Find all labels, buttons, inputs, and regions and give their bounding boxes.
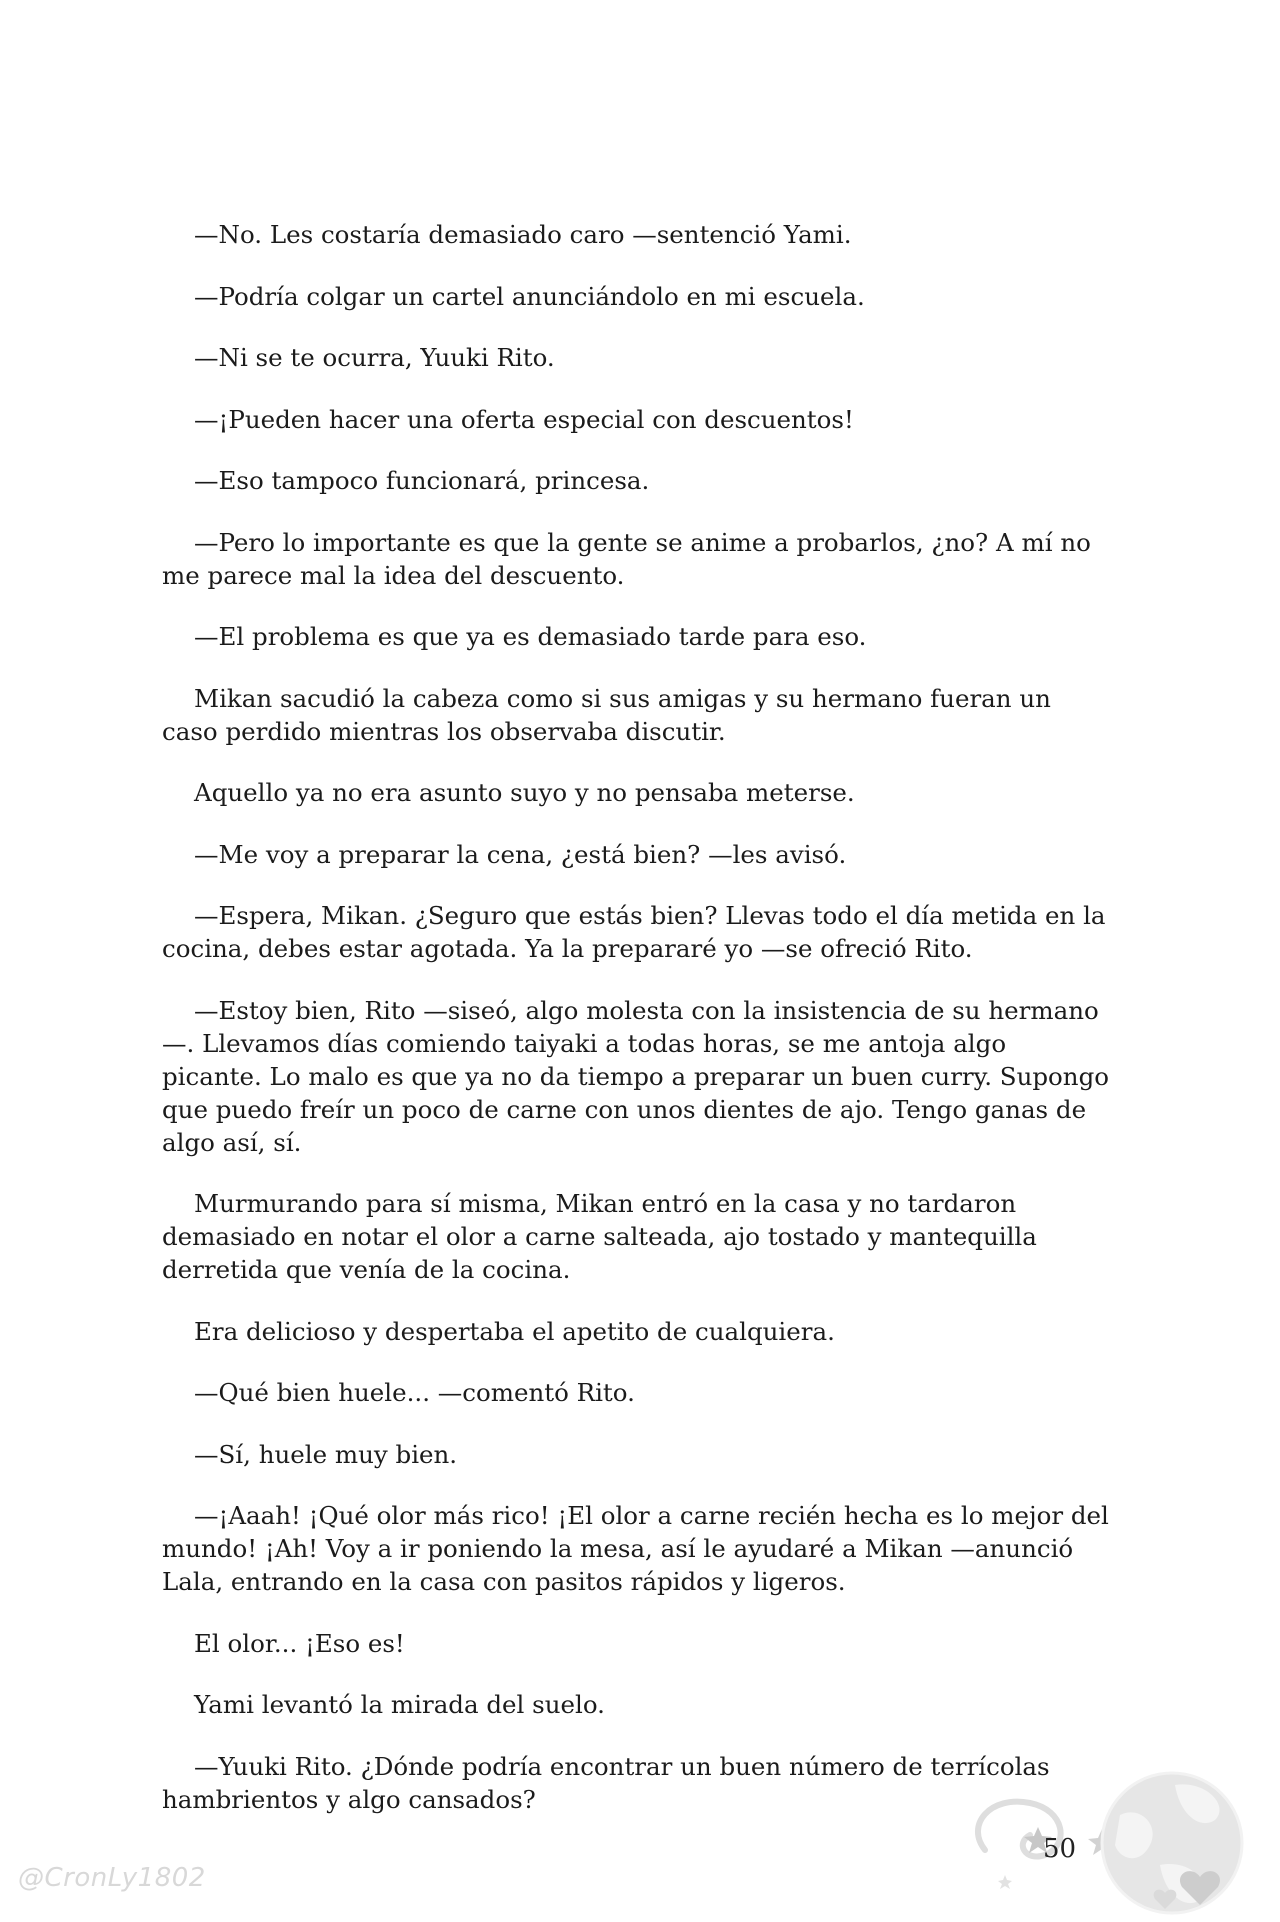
paragraph: —El problema es que ya es demasiado tarde para eso. [194,622,867,651]
paragraph: Murmurando para sí misma, Mikan entró en la casa y no tardaron demasiado en notar el olor a carne salteada, ajo tostado y mantequilla derretida que venía de la cocina. [162,1189,1037,1284]
page-number: 50 [1043,1834,1077,1864]
paragraph: Yami levantó la mirada del suelo. [194,1690,605,1719]
paragraph: —¡Pueden hacer una oferta especial con descuentos! [194,404,854,434]
paragraph: —Eso tampoco funcionará, princesa. [194,466,650,495]
paragraph: —Me voy a preparar la cena, ¿está bien? —les avisó. [194,839,847,869]
paragraph: El olor... ¡Eso es! [194,1628,405,1658]
paragraph: —Podría colgar un cartel anunciándolo en mi escuela. [194,281,865,311]
paragraph: —No. Les costaría demasiado caro —sentenció Yami. [194,220,852,249]
paragraph: —Pero lo importante es que la gente se anime a probarlos, ¿no? A mí no me parece mal la idea del descuento. [162,527,1091,590]
paragraph: —¡Aaah! ¡Qué olor más rico! ¡El olor a carne recién hecha es lo mejor del mundo! ¡Ah! Voy a ir poniendo la mesa, así le ayudaré a Mikan —anunció Lala, entrando en la casa con pasitos rápidos y ligeros. [162,1501,1109,1596]
paragraph: —Yuuki Rito. ¿Dónde podría encontrar un buen número de terrícolas hambrientos y algo cansados? [162,1751,1050,1814]
watermark: @CronLy1802 [18,1863,206,1893]
paragraph: —Estoy bien, Rito —siseó, algo molesta con la insistencia de su hermano—. Llevamos días comiendo taiyaki a todas horas, se me antoja algo picante. Lo malo es que ya no da tiempo a preparar un buen curry. Supongo que puedo freír un poco de carne con unos dientes de ajo. Tengo ganas de algo así, sí. [162,995,1110,1157]
paragraph: Mikan sacudió la cabeza como si sus amigas y su hermano fueran un caso perdido mientras los observaba discutir. [162,683,1051,746]
star-moon-ornament-icon [960,1765,1280,1922]
paragraph: Aquello ya no era asunto suyo y no pensaba meterse. [194,778,855,807]
paragraph: —Espera, Mikan. ¿Seguro que estás bien? Llevas todo el día metida en la cocina, debes estar agotada. Ya la prepararé yo —se ofreció Rito. [162,901,1106,963]
page-body [162,218,1112,1844]
paragraph: —Sí, huele muy bien. [194,1439,458,1469]
paragraph: —Qué bien huele... —comentó Rito. [194,1378,635,1407]
paragraph: Era delicioso y despertaba el apetito de cualquiera. [194,1316,835,1346]
paragraph: —Ni se te ocurra, Yuuki Rito. [194,343,555,372]
